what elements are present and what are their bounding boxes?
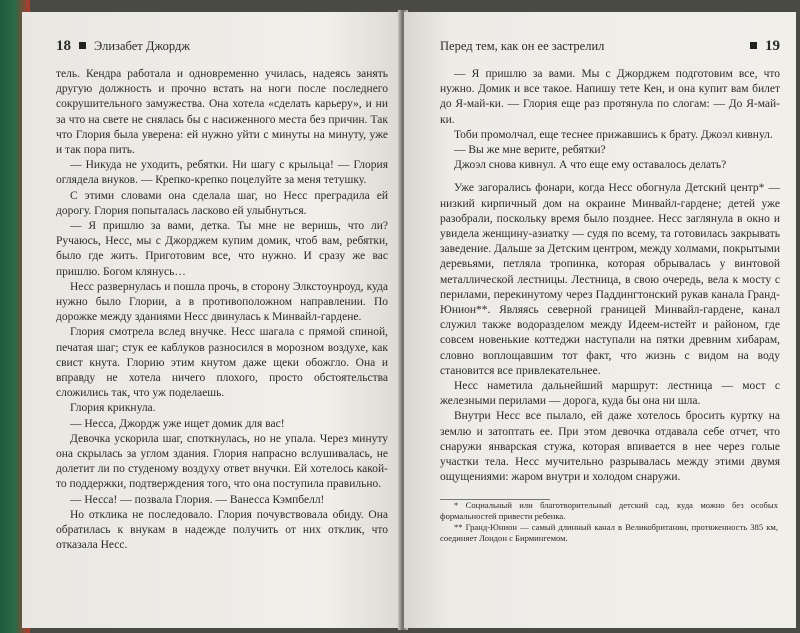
right-page [404, 12, 796, 628]
left-page-text [56, 67, 388, 554]
paragraph: тель. Кендра работала и одновременно училась, надеясь занять другую должность и прочно встать на ноги после последнего сокрушительного замужества. Она хотела «сделать карьеру», и ни за что на свете не снялась бы с насиженного места без причин. Так что Глория была уверена: ей нужно уйти с минуты на минуту, уже и так пора пить. [56, 68, 388, 157]
left-page-number: 18 [56, 38, 71, 54]
paragraph: Девочка ускорила шаг, споткнулась, но не упала. Через минуту она скрылась за углом здания. Глория напрасно вслушивалась, не долетит ли по студеному воздуху ответ внучки. Ей хотелось какой-то поддержки, подтверждения того, что она поступила правильно. [56, 432, 388, 491]
footnote: * Социальный или благотворительный детский сад, куда можно без особых формальностей привести ребенка. [440, 500, 778, 522]
right-page-text [440, 67, 780, 485]
paragraph: — Вы же мне верите, ребятки? [454, 144, 606, 157]
right-page-number: 19 [765, 38, 780, 54]
paragraph: Глория крикнула. [70, 402, 156, 415]
paragraph: Но отклика не последовало. Глория почувствовала обиду. Она обратилась к внукам в надежде получить от них отклик, что отказала Несс. [56, 508, 388, 552]
paragraph: Тоби промолчал, еще теснее прижавшись к брату. Джоэл кивнул. [454, 128, 773, 141]
footnote: ** Гранд-Юнион — самый длинный канал в Великобритании, протяженность 385 км, соединяет Лондон с Бирмингемом. [440, 522, 778, 544]
paragraph: Несс наметила дальнейший маршрут: лестница — мост с железными перилами — дорога, куда бы она ни шла. [440, 380, 780, 408]
paragraph: — Несса, Джордж уже ищет домик для вас! [70, 417, 285, 430]
chapter-title: Перед тем, как он ее застрелил [440, 39, 605, 53]
left-running-head [56, 38, 388, 55]
paragraph: С этими словами она сделала шаг, но Несс преградила ей дорогу. Глория попыталась ласково ей улыбнуться. [56, 189, 388, 217]
square-bullet-icon [750, 42, 757, 49]
paragraph: — Я пришлю за вами, детка. Ты мне не веришь, что ли? Ручаюсь, Несс, мы с Джорджем купим домик, чтоб вам, ребятки, было где жить. Приготовим все, что нужно. И сразу же вас пришлю. Богом клянусь… [56, 220, 388, 278]
left-page [22, 12, 402, 628]
paragraph: Несс развернулась и пошла прочь, в сторону Элкстоунроуд, куда нужно было Глории, а в противоположном направлении. По дорожке между зданиями Несс двинулась к Минвайл-гардене. [56, 280, 388, 324]
paragraph: — Несса! — позвала Глория. — Ванесса Кэмпбелл! [70, 493, 325, 506]
square-bullet-icon [79, 42, 86, 49]
author-name: Элизабет Джордж [94, 39, 191, 53]
right-running-head [440, 38, 780, 55]
paragraph: Внутри Несс все пылало, ей даже хотелось бросить куртку на землю и затоптать ее. При этом девочка отдавала себе отчет, что снаружи январская стужа, которая впивается в нее через голые участки тела. Несс мучительно разрывалась между этими двумя ощущениями: жаром внутри и холодом снаружи. [440, 410, 780, 484]
paragraph: Джоэл снова кивнул. А что еще ему оставалось делать? [454, 159, 727, 172]
paragraph: — Никуда не уходить, ребятки. Ни шагу с крыльца! — Глория оглядела внуков. — Крепко-крепко поцелуйте за меня тетушку. [56, 159, 388, 187]
paragraph: Глория смотрела вслед внучке. Несс шагала с прямой спиной, печатая шаг; стук ее каблуков разносился в морозном воздухе, как свист кнута. Глорию этим кнутом даже щеки обожгло. Она и вправду не хотела ничего плохого, просто обстоятельства сложились так, что уж поделаешь. [56, 326, 388, 400]
paragraph: Уже загорались фонари, когда Несс обогнула Детский центр* — низкий кирпичный дом на окраине Минвайл-гардене; детей уже разобрали, поскольку время было позднее. Несс заглянула в окно и увидела женщину-азиатку — судя по всему, та готовилась закрывать заведение. Дальше за Детским центром, между холмами, покрытыми деревьями, петляла тропинка, которая обрывалась у винтовой металлической лестницы. Лестница, в свою очередь, вела к мосту с перилами, перекинутому через Паддингтонский рукав канала Гранд-Юнион**. Являясь северной границей Минвайл-гардене, канал служил также водоразделом между Идеем-истейт и районом, где совсем новенькие коттеджи наступали на пятки древним хибарам, словно воплощавшим тот факт, что жизнь с видом на воду становится все привлекательнее. [440, 182, 780, 377]
paragraph: — Я пришлю за вами. Мы с Джорджем подготовим все, что нужно. Домик и все такое. Напишу тете Кен, и она купит вам билет до Я-май-ки. — Глория еще раз протянула по слогам: — До Я-май-ки. [440, 68, 780, 126]
